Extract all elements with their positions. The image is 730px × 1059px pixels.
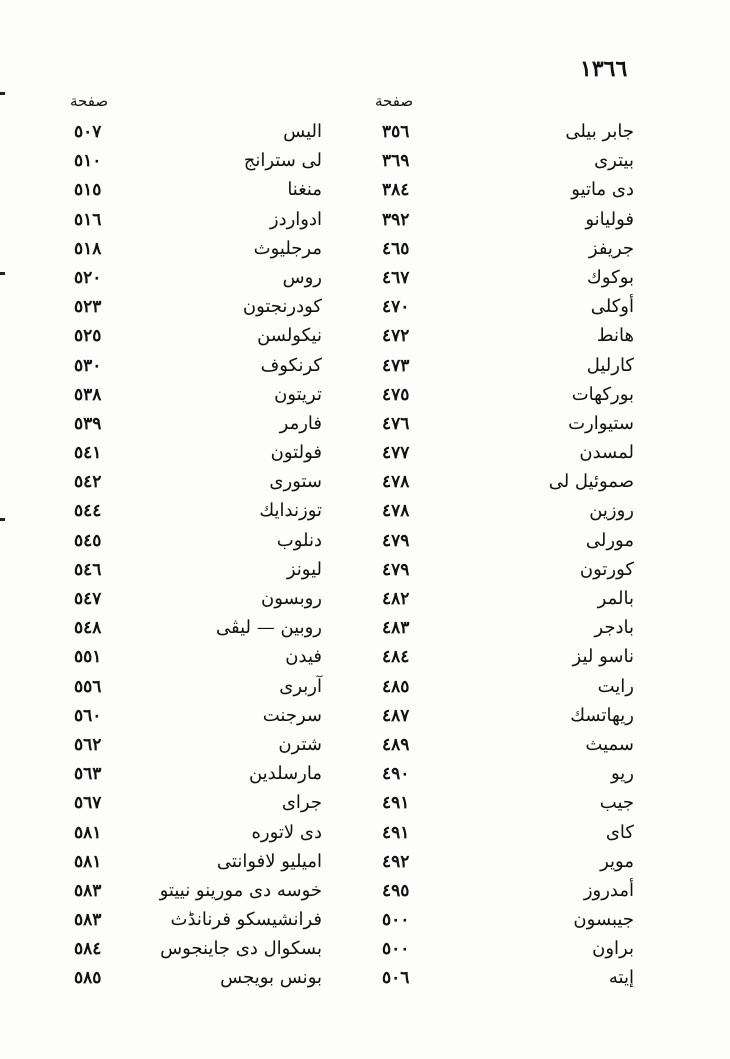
index-row <box>0 383 730 412</box>
right-entry-page: ٤٧٥ <box>382 384 410 405</box>
left-entry-name: نيكولسن <box>257 325 322 347</box>
left-entry-page: ٥٣٨ <box>74 384 102 405</box>
right-entry-page: ٤٧٦ <box>382 413 410 434</box>
left-entry-name: خوسه دى مورينو نييتو <box>159 879 322 901</box>
right-entry-name: موير <box>600 850 634 872</box>
index-row <box>0 529 730 558</box>
left-entry-name: اميليو لافوانتى <box>216 850 322 872</box>
right-entry-page: ٣٥٦ <box>382 122 410 142</box>
left-entry-name: دنلوب <box>276 529 322 551</box>
right-entry-name: براون <box>592 938 634 960</box>
right-entry-name: أوكلى <box>590 296 634 318</box>
left-entry-page: ٥٨١ <box>74 822 102 843</box>
index-row <box>0 149 730 178</box>
left-entry-name: ستورى <box>269 471 322 493</box>
right-entry-name: بالمر <box>597 588 634 609</box>
right-entry-name: بوكوك <box>586 266 634 288</box>
left-entry-name: مرجليوث <box>253 237 322 259</box>
right-entry-name: روزين <box>589 500 634 522</box>
index-rows <box>0 120 730 996</box>
right-entry-page: ٤٧٣ <box>382 355 410 376</box>
right-entry-page: ٤٦٥ <box>382 238 410 259</box>
left-entry-page: ٥١٠ <box>74 151 102 172</box>
index-row <box>0 499 730 528</box>
left-column-page-heading: صفحة <box>70 92 109 110</box>
right-entry-name: ستيوارت <box>568 412 634 434</box>
right-entry-page: ٤٨٧ <box>382 705 410 726</box>
right-entry-page: ٤٩٠ <box>382 764 410 785</box>
right-entry-page: ٤٧٩ <box>382 530 410 551</box>
left-entry-name: فرانشيسكو فرنانڈث <box>170 909 322 931</box>
right-entry-name: ريهاتسك <box>570 704 634 726</box>
left-entry-page: ٥٨٥ <box>74 968 102 989</box>
left-entry-name: مارسلدين <box>248 763 322 785</box>
right-entry-name: صموئيل لى <box>548 471 634 493</box>
index-row <box>0 558 730 587</box>
right-entry-page: ٤٧٨ <box>382 501 410 522</box>
right-entry-page: ٣٦٩ <box>382 151 410 172</box>
index-row <box>0 266 730 295</box>
left-entry-page: ٥١٦ <box>74 209 102 230</box>
left-entry-page: ٥٦٣ <box>74 764 102 785</box>
left-entry-name: اليس <box>283 121 322 142</box>
right-entry-page: ٤٩١ <box>382 822 410 843</box>
left-entry-name: روبين — ليڤى <box>216 617 322 639</box>
right-entry-name: أمدروز <box>583 879 634 901</box>
left-entry-page: ٥٤٨ <box>74 618 102 639</box>
left-entry-page: ٥٦٠ <box>74 705 102 726</box>
left-entry-name: دى لاتوره <box>251 821 322 843</box>
left-entry-page: ٥٤٤ <box>74 501 102 522</box>
left-entry-page: ٥٤٢ <box>74 472 102 493</box>
right-entry-name: فوليانو <box>585 208 634 230</box>
right-entry-page: ٤٨٥ <box>382 676 410 697</box>
index-row <box>0 295 730 324</box>
left-entry-name: توزندايك <box>259 500 322 522</box>
index-row <box>0 412 730 441</box>
right-entry-name: لمسدن <box>579 442 634 464</box>
right-entry-page: ٣٩٢ <box>382 209 410 230</box>
left-entry-page: ٥٨٤ <box>74 939 102 960</box>
index-row <box>0 733 730 762</box>
right-entry-page: ٤٧٩ <box>382 559 410 580</box>
left-entry-name: فيدن <box>285 646 322 668</box>
left-entry-name: لى سترانج <box>243 150 322 172</box>
left-entry-name: بونس بويجس <box>220 967 322 989</box>
right-entry-name: كورتون <box>579 558 634 580</box>
right-entry-page: ٤٩٥ <box>382 880 410 901</box>
right-entry-name: هانط <box>596 325 634 347</box>
left-entry-page: ٥٦٢ <box>74 734 102 755</box>
right-entry-name: كارليل <box>586 354 634 376</box>
right-entry-name: ناسو ليز <box>572 646 634 668</box>
left-entry-page: ٥٤٥ <box>74 530 102 551</box>
left-entry-page: ٥٨١ <box>74 851 102 872</box>
right-entry-page: ٤٨٢ <box>382 589 410 609</box>
index-row <box>0 850 730 879</box>
left-entry-page: ٥٨٣ <box>74 880 102 901</box>
right-entry-page: ٣٨٤ <box>382 180 410 201</box>
left-entry-name: كرنكوف <box>260 354 322 376</box>
left-entry-page: ٥٥١ <box>74 647 102 668</box>
right-entry-page: ٤٧٧ <box>382 443 410 464</box>
left-entry-page: ٥٢٠ <box>74 267 102 288</box>
right-entry-name: دى ماتيو <box>571 179 634 201</box>
left-entry-name: تريتون <box>274 383 322 405</box>
right-entry-name: جيبسون <box>573 909 634 931</box>
left-entry-name: ادواردز <box>269 208 322 230</box>
index-row <box>0 791 730 820</box>
right-entry-name: سميث <box>585 733 634 755</box>
left-entry-page: ٥١٨ <box>74 238 102 259</box>
left-entry-name: بسكوال دى جاينجوس <box>160 938 322 960</box>
left-entry-page: ٥٨٣ <box>74 910 102 931</box>
left-entry-page: ٥٦٧ <box>74 793 102 814</box>
right-entry-page: ٤٧٠ <box>382 297 410 318</box>
index-row <box>0 441 730 470</box>
right-entry-page: ٤٨٤ <box>382 647 410 668</box>
index-row <box>0 937 730 966</box>
right-entry-page: ٤٨٣ <box>382 618 410 639</box>
scan-edge-mark <box>0 92 5 95</box>
right-entry-name: بيترى <box>594 150 634 172</box>
left-entry-name: جراى <box>281 792 322 814</box>
index-row <box>0 354 730 383</box>
index-row <box>0 645 730 674</box>
left-entry-name: كودرنجتون <box>242 296 322 318</box>
right-entry-name: مورلى <box>585 529 634 551</box>
left-entry-name: سرجنت <box>262 704 322 726</box>
right-entry-name: ريو <box>610 763 634 785</box>
left-entry-page: ٥٠٧ <box>74 122 102 142</box>
index-row <box>0 821 730 850</box>
right-entry-page: ٤٩٢ <box>382 851 410 872</box>
right-entry-page: ٥٠٦ <box>382 968 410 989</box>
index-row <box>0 120 730 149</box>
left-entry-name: شترن <box>278 733 322 755</box>
index-row <box>0 704 730 733</box>
right-entry-name: كاى <box>605 821 634 843</box>
index-row <box>0 675 730 704</box>
right-entry-page: ٤٦٧ <box>382 267 410 288</box>
right-entry-page: ٤٧٢ <box>382 326 410 347</box>
left-entry-name: فولتون <box>270 442 322 464</box>
right-entry-name: جيب <box>599 792 634 814</box>
right-entry-name: جابر بيلى <box>565 121 634 142</box>
right-entry-name: إيته <box>608 967 634 989</box>
index-row <box>0 587 730 616</box>
left-entry-page: ٥٤٦ <box>74 559 102 580</box>
index-row <box>0 324 730 353</box>
left-entry-page: ٥٤١ <box>74 443 102 464</box>
left-entry-name: ليونز <box>286 558 322 580</box>
left-entry-page: ٥٢٣ <box>74 297 102 318</box>
index-row <box>0 908 730 937</box>
left-entry-name: روس <box>282 266 322 288</box>
left-entry-page: ٥٤٧ <box>74 589 102 609</box>
right-entry-page: ٤٩١ <box>382 793 410 814</box>
left-entry-name: فارمر <box>279 412 322 434</box>
left-entry-name: منغنا <box>287 179 322 201</box>
index-row <box>0 879 730 908</box>
left-entry-page: ٥٥٦ <box>74 676 102 697</box>
right-entry-page: ٤٨٩ <box>382 734 410 755</box>
right-entry-name: جريفز <box>588 237 634 259</box>
right-entry-page: ٥٠٠ <box>382 910 410 931</box>
left-entry-page: ٥٣٩ <box>74 413 102 434</box>
left-entry-name: آربرى <box>279 675 322 697</box>
index-row <box>0 616 730 645</box>
index-row <box>0 237 730 266</box>
index-row <box>0 762 730 791</box>
right-entry-name: بادجر <box>594 617 634 639</box>
page-number: ١٣٦٦ <box>580 56 628 82</box>
index-row <box>0 966 730 995</box>
right-entry-name: رايت <box>597 675 634 697</box>
left-entry-name: روبسون <box>261 588 322 609</box>
left-entry-page: ٥٣٠ <box>74 355 102 376</box>
left-entry-page: ٥١٥ <box>74 180 102 201</box>
index-row <box>0 208 730 237</box>
index-row <box>0 178 730 207</box>
index-row <box>0 470 730 499</box>
left-entry-page: ٥٢٥ <box>74 326 102 347</box>
right-entry-page: ٥٠٠ <box>382 939 410 960</box>
right-column-page-heading: صفحة <box>375 92 414 110</box>
right-entry-name: بوركهات <box>571 383 634 405</box>
right-entry-page: ٤٧٨ <box>382 472 410 493</box>
